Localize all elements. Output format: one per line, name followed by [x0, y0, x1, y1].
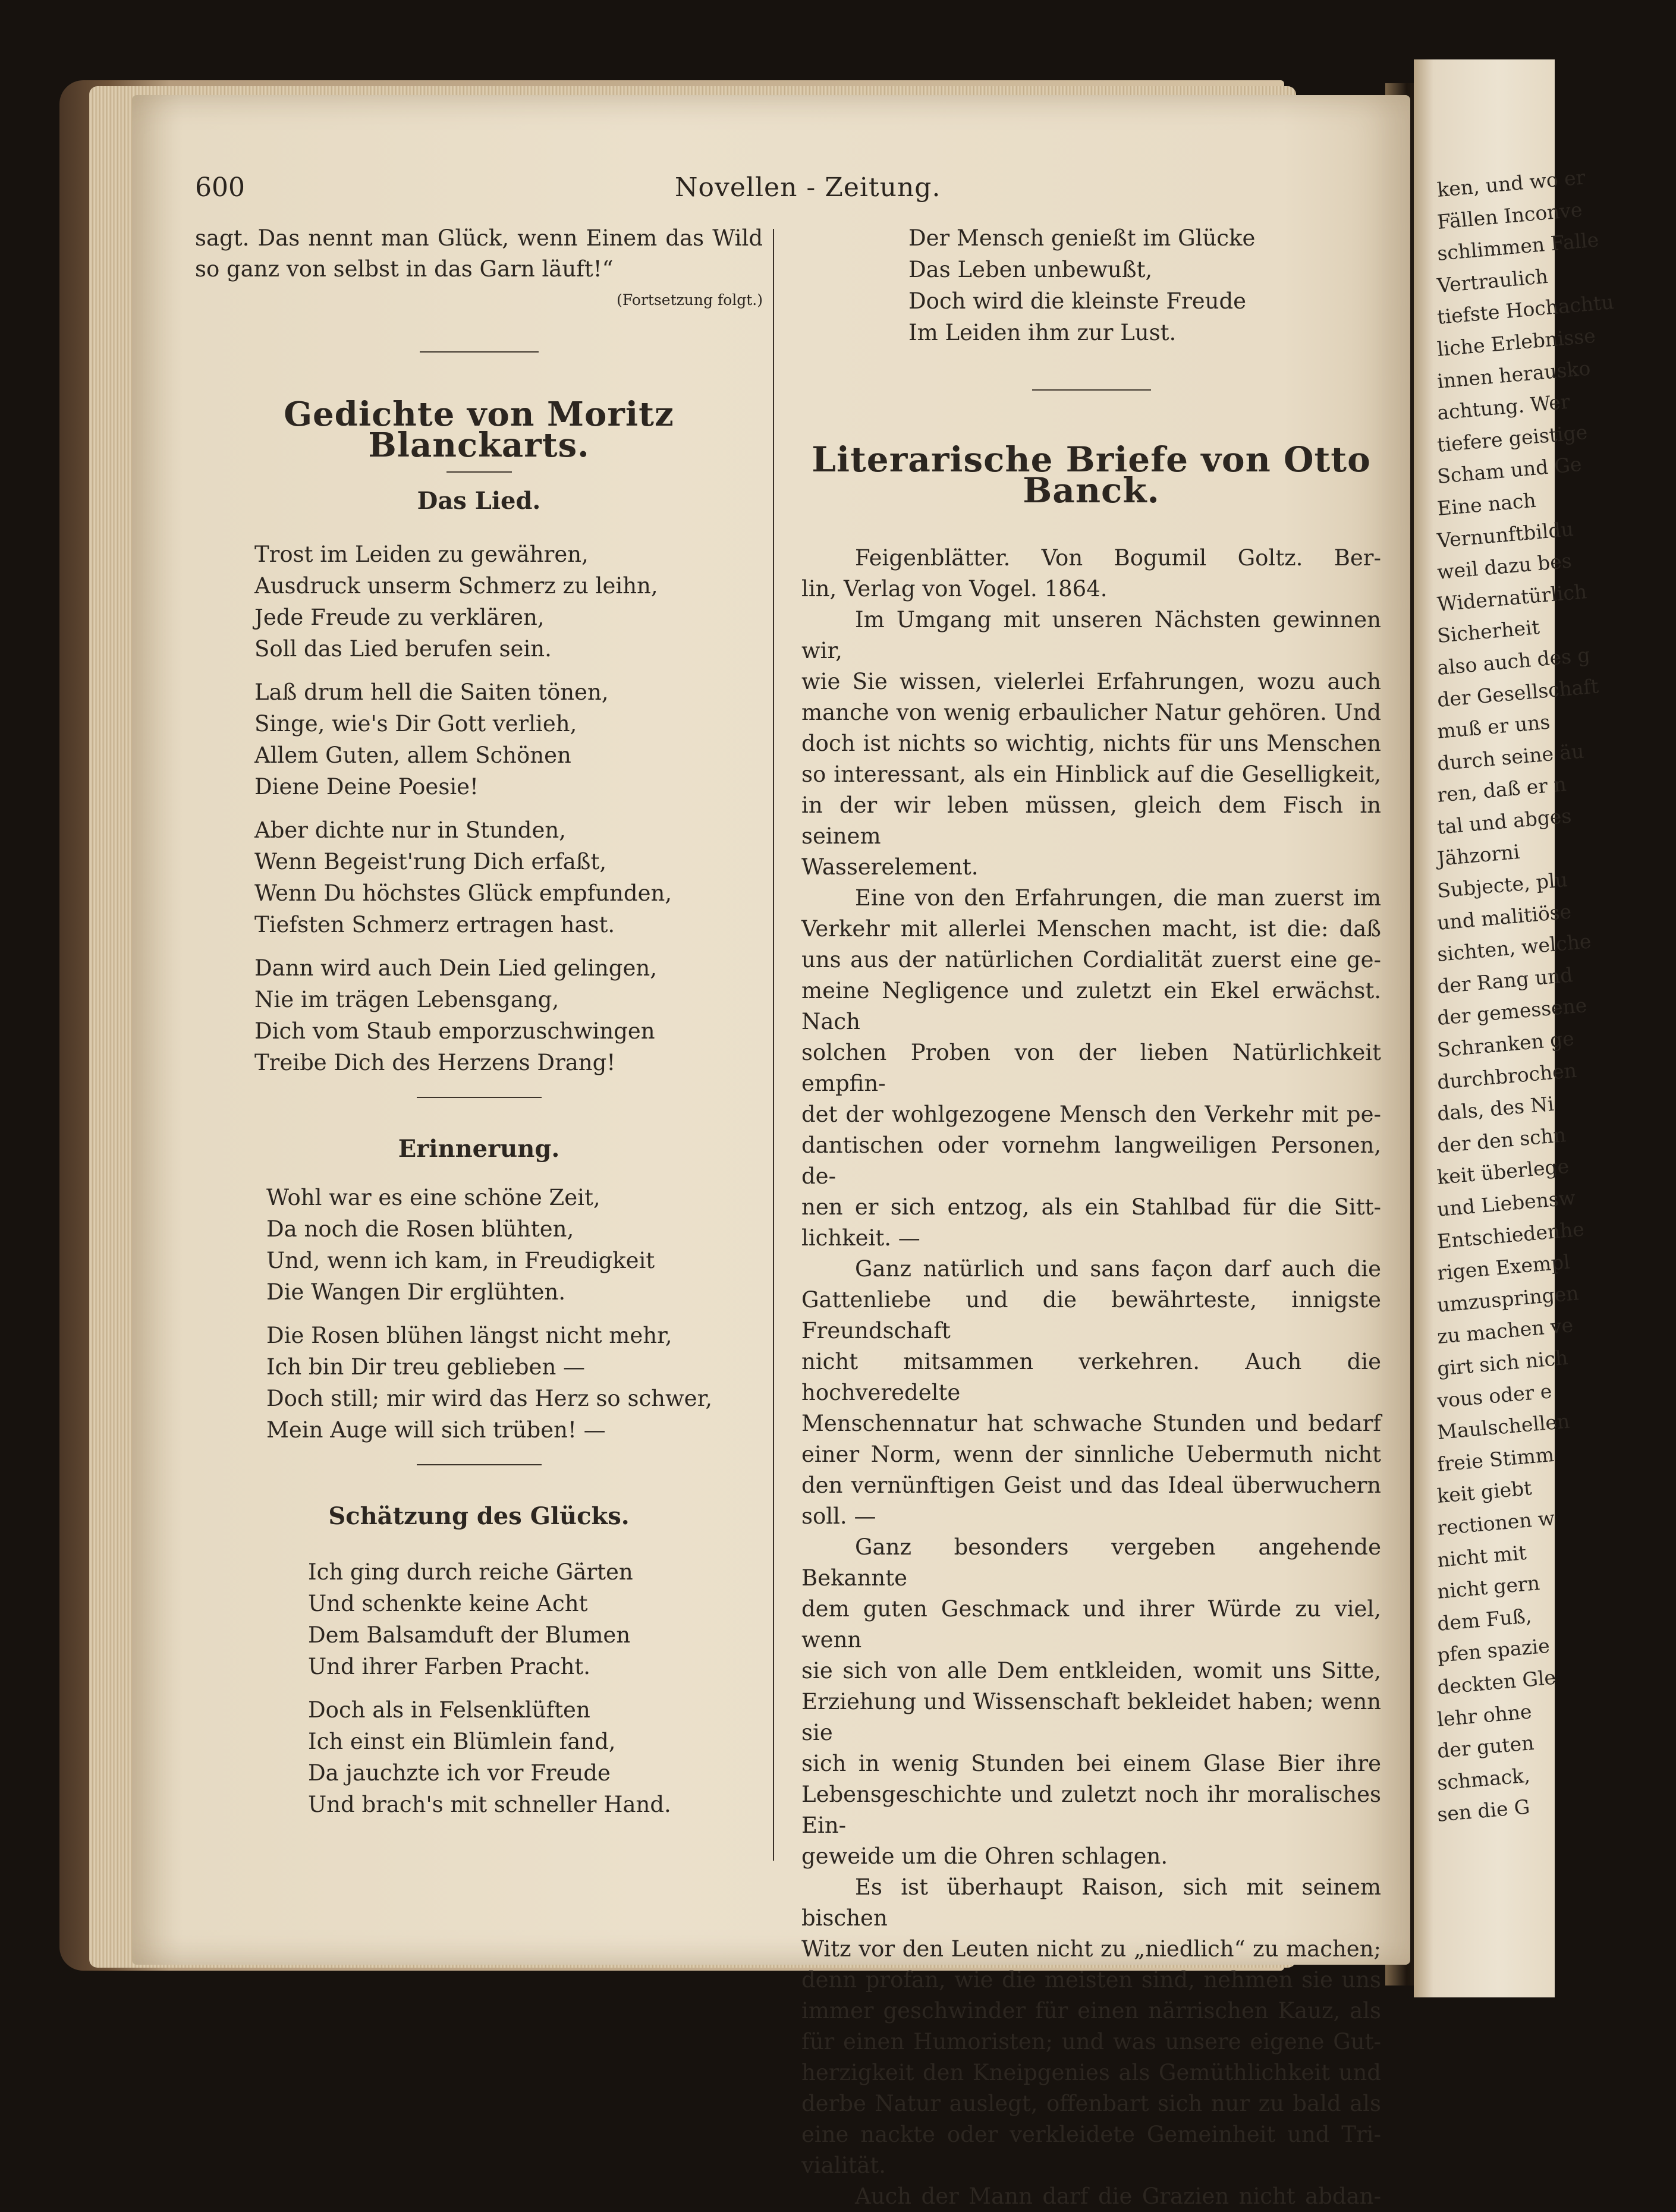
- text-line: meine Negligence und zuletzt ein Ekel erwächst. Nach: [801, 978, 1381, 1034]
- text-line: einer Norm, wenn der sinnliche Uebermuth nicht: [801, 1442, 1381, 1467]
- verse-line: Wohl war es eine schöne Zeit,: [266, 1185, 600, 1210]
- stanza: [195, 1320, 763, 1446]
- opening-line-2: so ganz von selbst in das Garn läuft!“: [195, 256, 614, 282]
- text-line: herzigkeit den Kneipgenies als Gemüthlichkeit und: [801, 2060, 1381, 2085]
- fragment-line: der Gesellschaft: [1436, 674, 1600, 712]
- text-line: sie sich von alle Dem entkleiden, womit uns Sitte,: [801, 1658, 1381, 1684]
- fragment-line: Sicherheit: [1436, 615, 1541, 648]
- fragment-line: der Rang und: [1436, 963, 1574, 998]
- stanza: [195, 677, 763, 803]
- text-line: Eine von den Erfahrungen, die man zuerst im: [855, 885, 1381, 911]
- fragment-line: der gemessene: [1436, 993, 1588, 1030]
- text-line: Ganz besonders vergeben angehende Bekannte: [801, 1534, 1381, 1591]
- fragment-line: keit giebt: [1436, 1476, 1533, 1508]
- poem-end-stanza: [801, 223, 1381, 349]
- text-line: Gattenliebe und die bewährteste, innigste Freundschaft: [801, 1287, 1381, 1343]
- fragment-line: ren, daß er n: [1436, 772, 1568, 807]
- text-line: immer geschwinder für einen närrischen Kauz, als: [801, 1998, 1381, 2024]
- fragment-line: tal und abges: [1436, 804, 1573, 839]
- left-column: [195, 223, 763, 1833]
- text-line: Es ist überhaupt Raison, sich mit seinem bischen: [801, 1874, 1381, 1931]
- fragment-line: durch seine äu: [1436, 739, 1585, 775]
- verse-line: Jede Freude zu verklären,: [254, 605, 545, 630]
- section-title-blanckarts: Gedichte von Moritz Blanckarts.: [284, 395, 674, 465]
- fragment-line: durchbrochen: [1436, 1058, 1578, 1094]
- facing-page: [1414, 59, 1615, 1997]
- fragment-line: umzuspringen: [1436, 1281, 1580, 1317]
- verse-line: Doch als in Felsenklüften: [308, 1697, 590, 1723]
- verse-line: Mein Auge will sich trüben! —: [266, 1417, 606, 1443]
- stanza: [195, 1557, 763, 1683]
- verse-line: Diene Deine Poesie!: [254, 774, 479, 800]
- verse-line: Da noch die Rosen blühten,: [266, 1216, 574, 1242]
- fragment-line: Maulschellen: [1436, 1409, 1571, 1445]
- opening-line-1: sagt. Das nennt man Glück, wenn Einem das Wild: [195, 225, 763, 251]
- poem-title: Schätzung des Glücks.: [328, 1502, 630, 1530]
- stanza: [195, 1695, 763, 1821]
- text-line: dantischen oder vornehm langweiligen Personen, de-: [801, 1132, 1381, 1189]
- fragment-line: tiefere geistige: [1436, 420, 1589, 457]
- text-line: geweide um die Ohren schlagen.: [801, 1843, 1168, 1869]
- fragment-line: lehr ohne: [1436, 1699, 1533, 1731]
- verse-line: Dem Balsamduft der Blumen: [308, 1622, 631, 1648]
- text-line: lichkeit. —: [801, 1225, 920, 1251]
- text-line: manche von wenig erbaulicher Natur gehören. Und: [801, 700, 1381, 725]
- verse-line: Tiefsten Schmerz ertragen hast.: [254, 912, 615, 937]
- running-head: Novellen - Zeitung.: [675, 172, 941, 203]
- verse-line: Aber dichte nur in Stunden,: [254, 817, 566, 843]
- fragment-line: girt sich nich: [1436, 1345, 1569, 1380]
- text-line: derbe Natur auslegt, offenbart sich nur zu bald als: [801, 2091, 1381, 2116]
- fragment-line: und malitiöse: [1436, 899, 1573, 934]
- text-line: so interessant, als ein Hinblick auf die Geselligkeit,: [801, 762, 1381, 787]
- poem-title: Das Lied.: [417, 487, 541, 515]
- fragment-line: also auch des g: [1436, 643, 1591, 679]
- text-line: in der wir leben müssen, gleich dem Fisch in seinem: [801, 792, 1381, 849]
- fragment-line: dem Fuß,: [1436, 1603, 1533, 1635]
- text-line: den vernünftigen Geist und das Ideal überwuchern: [801, 1472, 1381, 1498]
- fragment-line: freie Stimm: [1436, 1442, 1555, 1476]
- verse-line: Der Mensch genießt im Glücke: [908, 225, 1256, 251]
- stanza: [195, 539, 763, 665]
- fragment-line: schmack,: [1436, 1763, 1532, 1795]
- text-line: Wasserelement.: [801, 854, 979, 880]
- fragment-line: Schranken ge: [1436, 1027, 1576, 1062]
- fragment-line: innen herausko: [1436, 356, 1592, 393]
- text-line: Erziehung und Wissenschaft bekleidet haben; wenn sie: [801, 1689, 1381, 1745]
- fragment-line: dals, des Ni: [1436, 1092, 1555, 1126]
- verse-line: Da jauchzte ich vor Freude: [308, 1760, 611, 1786]
- verse-line: Im Leiden ihm zur Lust.: [908, 320, 1177, 345]
- text-line: Im Umgang mit unseren Nächsten gewinnen wir,: [801, 607, 1381, 663]
- fragment-line: Scham und Ge: [1436, 452, 1583, 489]
- fragment-line: weil dazu bes: [1436, 549, 1573, 584]
- verse-line: Und, wenn ich kam, in Freudigkeit: [266, 1248, 655, 1273]
- verse-line: Wenn Begeist'rung Dich erfaßt,: [254, 849, 607, 874]
- fragment-line: keit überlege: [1436, 1154, 1570, 1190]
- fragment-line: nicht gern: [1436, 1571, 1541, 1604]
- fragment-line: Vernunftbildu: [1436, 517, 1575, 552]
- fragment-line: muß er uns: [1436, 710, 1551, 744]
- fragment-line: vous oder e: [1436, 1379, 1553, 1412]
- text-line: doch ist nichts so wichtig, nichts für uns Menschen: [801, 731, 1381, 756]
- text-line: Witz vor den Leuten nicht zu „niedlich“ zu machen;: [801, 1936, 1381, 1962]
- text-line: det der wohlgezogene Mensch den Verkehr mit pe-: [801, 1102, 1381, 1127]
- poem-rule: [417, 1097, 542, 1098]
- fragment-line: zu machen ve: [1436, 1313, 1574, 1349]
- citation-line-1: Feigenblätter. Von Bogumil Goltz. Ber-: [855, 545, 1381, 571]
- text-line: für einen Humoristen; und was unsere eigene Gut-: [801, 2029, 1381, 2054]
- verse-line: Trost im Leiden zu gewähren,: [254, 542, 589, 567]
- fragment-line: liche Erlebnisse: [1436, 323, 1597, 361]
- verse-line: Und brach's mit schneller Hand.: [308, 1792, 671, 1817]
- verse-line: Ich einst ein Blümlein fand,: [308, 1729, 616, 1754]
- poem-title: Erinnerung.: [398, 1135, 560, 1163]
- text-line: eine nackte oder verkleidete Gemeinheit und Tri-: [801, 2122, 1381, 2147]
- stanza: [195, 1182, 763, 1308]
- fragment-line: sichten, welche: [1436, 929, 1592, 967]
- continuation-note: (Fortsetzung folgt.): [617, 291, 763, 309]
- text-line: uns aus der natürlichen Cordialität zuerst eine ge-: [801, 947, 1381, 973]
- fragment-line: ken, und wo er: [1436, 165, 1586, 202]
- title-rule: [446, 471, 512, 473]
- fragment-line: nicht mit: [1436, 1540, 1527, 1572]
- text-line: Lebensgeschichte und zuletzt noch ihr moralisches Ein-: [801, 1782, 1381, 1838]
- verse-line: Doch still; mir wird das Herz so schwer,: [266, 1386, 712, 1411]
- fragment-line: pfen spazie: [1436, 1634, 1551, 1667]
- section-rule: [420, 351, 539, 353]
- section-rule-2: [1032, 389, 1151, 391]
- text-line: solchen Proben von der lieben Natürlichkeit empfin-: [801, 1040, 1381, 1096]
- facing-page-text: [1436, 165, 1675, 1835]
- text-line: nen er sich entzog, als ein Stahlbad für die Sitt-: [801, 1194, 1381, 1220]
- verse-line: Das Leben unbewußt,: [908, 257, 1153, 282]
- poem-rule: [417, 1464, 542, 1465]
- verse-line: Laß drum hell die Saiten tönen,: [254, 679, 609, 705]
- article-body: [801, 605, 1381, 2212]
- text-line: wie Sie wissen, vielerlei Erfahrungen, wozu auch: [801, 669, 1381, 694]
- page-number: 600: [195, 172, 245, 203]
- verse-line: Ich bin Dir treu geblieben —: [266, 1354, 586, 1380]
- stanza: [195, 815, 763, 941]
- fragment-line: Subjecte, plu: [1436, 867, 1569, 903]
- fragment-line: achtung. Wer: [1436, 389, 1571, 425]
- verse-line: Ich ging durch reiche Gärten: [308, 1559, 633, 1585]
- citation-line-2: lin, Verlag von Vogel. 1864.: [801, 576, 1108, 602]
- fragment-line: schlimmen Falle: [1436, 228, 1600, 266]
- fragment-line: Eine nach: [1436, 488, 1537, 520]
- verse-line: Allem Guten, allem Schönen: [254, 742, 571, 768]
- fragment-line: der guten: [1436, 1730, 1535, 1763]
- verse-line: Dich vom Staub emporzuschwingen: [254, 1018, 655, 1044]
- fragment-line: der den schn: [1436, 1122, 1567, 1157]
- fragment-line: Widernatürlich: [1436, 579, 1588, 616]
- text-line: denn profan, wie die meisten sind, nehmen sie uns: [801, 1967, 1381, 1993]
- verse-line: Doch wird die kleinste Freude: [908, 288, 1247, 314]
- fragment-line: und Liebensw: [1436, 1185, 1577, 1221]
- text-line: sich in wenig Stunden bei einem Glase Bier ihre: [801, 1751, 1381, 1776]
- fragment-line: Jähzorni: [1436, 840, 1521, 871]
- fragment-line: Entschiedenhe: [1436, 1217, 1586, 1253]
- column-divider: [773, 229, 774, 1861]
- fragment-line: rigen Exempl: [1436, 1250, 1571, 1285]
- poems: [195, 486, 763, 1821]
- verse-line: Ausdruck unserm Schmerz zu leihn,: [254, 573, 658, 599]
- section-title-banck: Literarische Briefe von Otto Banck.: [812, 439, 1371, 511]
- fragment-line: rectionen w: [1436, 1506, 1556, 1540]
- verse-line: Soll das Lied berufen sein.: [254, 636, 552, 662]
- citation: [801, 543, 1381, 605]
- text-line: Auch der Mann darf die Grazien nicht abdan-: [855, 2183, 1381, 2209]
- verse-line: Und ihrer Farben Pracht.: [308, 1654, 591, 1679]
- fragment-line: sen die G: [1436, 1795, 1531, 1827]
- text-line: dem guten Geschmack und ihrer Würde zu viel, wenn: [801, 1596, 1381, 1653]
- text-line: Menschennatur hat schwache Stunden und bedarf: [801, 1411, 1381, 1436]
- verse-line: Und schenkte keine Acht: [308, 1591, 588, 1616]
- text-line: nicht mitsammen verkehren. Auch die hochveredelte: [801, 1349, 1381, 1405]
- verse-line: Die Rosen blühen längst nicht mehr,: [266, 1323, 672, 1348]
- verse-line: Dann wird auch Dein Lied gelingen,: [254, 955, 657, 981]
- fragment-line: tiefste Hochachtu: [1436, 290, 1615, 329]
- fragment-line: Vertraulich: [1436, 264, 1549, 297]
- text-line: soll. —: [801, 1503, 876, 1529]
- text-line: Ganz natürlich und sans façon darf auch die: [855, 1256, 1381, 1282]
- right-column: [801, 223, 1381, 2212]
- stanza: [195, 953, 763, 1079]
- verse-line: Die Wangen Dir erglühten.: [266, 1279, 566, 1305]
- text-line: vialität.: [801, 2153, 886, 2178]
- verse-line: Singe, wie's Dir Gott verlieh,: [254, 711, 577, 737]
- text-line: Verkehr mit allerlei Menschen macht, ist die: daß: [801, 916, 1381, 942]
- verse-line: Nie im trägen Lebensgang,: [254, 987, 559, 1012]
- verse-line: Treibe Dich des Herzens Drang!: [254, 1050, 616, 1075]
- fragment-line: deckten Gle: [1436, 1665, 1557, 1699]
- fragment-line: Fällen Inconve: [1436, 197, 1583, 234]
- verse-line: Wenn Du höchstes Glück empfunden,: [254, 880, 672, 906]
